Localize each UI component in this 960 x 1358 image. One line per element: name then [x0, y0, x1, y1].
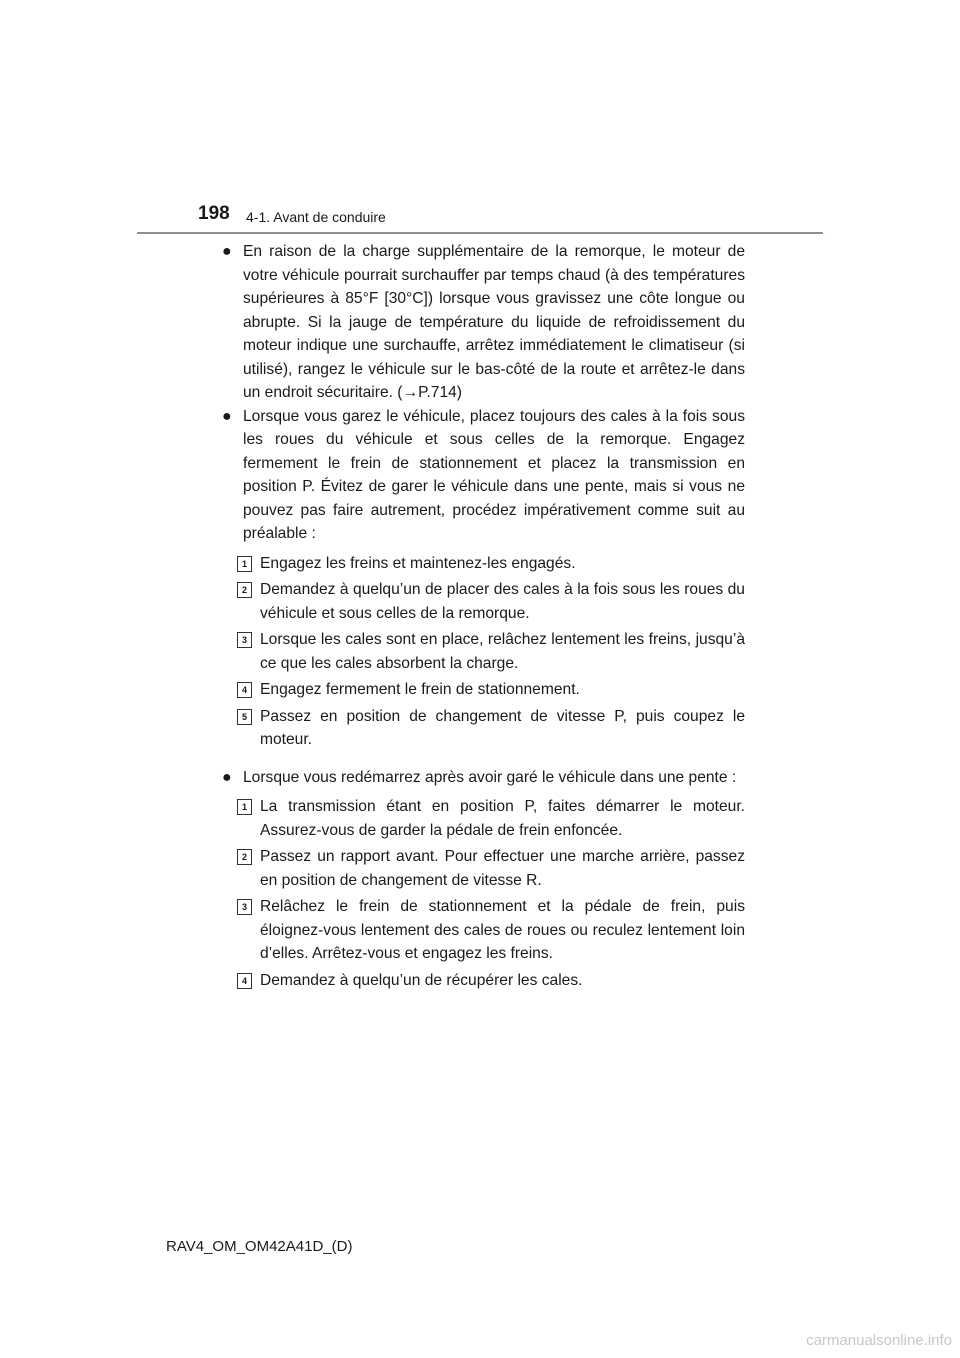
- document-code: RAV4_OM_OM42A41D_(D): [166, 1238, 353, 1255]
- step-item: [222, 895, 745, 966]
- step-item: [222, 552, 745, 576]
- bullet-text: Lorsque vous garez le véhicule, placez toujours des cales à la fois sous les roues du véhicule et sous celles de la remorque. Engagez fermement le frein de stationnement et placez la transmission en position P. Évitez de garer le véhicule dans une pente, mais si vous ne pouvez pas faire autrement, procédez impérativement comme suit au préalable :: [243, 407, 745, 542]
- bullet-icon: ●: [222, 768, 232, 786]
- step-text: Demandez à quelqu’un de placer des cales à la fois sous les roues du véhicule et sous celles de la remorque.: [260, 581, 745, 622]
- step-number: 5: [237, 709, 252, 725]
- step-number: 1: [237, 556, 252, 572]
- step-number: 2: [237, 582, 252, 598]
- watermark: carmanualsonline.info: [806, 1332, 952, 1349]
- bullet-text: Lorsque vous redémarrez après avoir garé le véhicule dans une pente :: [243, 768, 737, 786]
- step-text: Passez un rapport avant. Pour effectuer une marche arrière, passez en position de changement de vitesse R.: [260, 848, 745, 889]
- step-text: La transmission étant en position P, faites démarrer le moteur. Assurez-vous de garder la pédale de frein enfoncée.: [260, 798, 745, 839]
- step-text: Passez en position de changement de vitesse P, puis coupez le moteur.: [260, 707, 745, 748]
- page-number: 198: [198, 203, 230, 224]
- bullet-parking: [222, 405, 745, 546]
- step-item: [222, 628, 745, 675]
- step-text: Demandez à quelqu’un de récupérer les cales.: [260, 971, 583, 989]
- bullet-icon: ●: [222, 407, 232, 425]
- bullet-text: En raison de la charge supplémentaire de la remorque, le moteur de votre véhicule pourrait surchauffer par temps chaud (à des températures supérieures à 85°F [30°C]) lorsque vous gravissez une côte longue ou abrupte. Si la jauge de température du liquide de refroidissement du moteur indique une surchauffe, arrêtez immédiatement le climatiseur (si utilisé), rangez le véhicule sur le bas-côté de la route et arrêtez-le dans un endroit sécuritaire. (→P.714): [243, 243, 745, 401]
- step-number: 3: [237, 899, 252, 915]
- step-item: [222, 705, 745, 752]
- bullet-restart: [222, 766, 745, 790]
- page-header: [198, 203, 838, 229]
- step-text: Relâchez le frein de stationnement et la pédale de frein, puis éloignez-vous lentement des cales de roues ou reculez lentement loin d’elles. Arrêtez-vous et engagez les freins.: [260, 898, 745, 962]
- steps-parking: [222, 552, 745, 752]
- step-text: Lorsque les cales sont en place, relâchez lentement les freins, jusqu’à ce que les cales absorbent la charge.: [260, 631, 745, 672]
- bullet-icon: ●: [222, 243, 232, 260]
- page-content: [222, 240, 745, 1000]
- step-number: 1: [237, 799, 252, 815]
- step-text: Engagez fermement le frein de stationnement.: [260, 681, 580, 698]
- step-text: Engagez les freins et maintenez-les engagés.: [260, 554, 576, 572]
- bullet-overheat: [222, 240, 745, 405]
- step-item: [222, 678, 745, 702]
- section-title: 4-1. Avant de conduire: [246, 209, 386, 225]
- step-number: 4: [237, 682, 252, 698]
- header-rule: [137, 232, 823, 234]
- steps-restart: [222, 795, 745, 992]
- step-number: 2: [237, 849, 252, 865]
- step-item: [222, 578, 745, 625]
- step-number: 4: [237, 973, 252, 989]
- step-number: 3: [237, 632, 252, 648]
- step-item: [222, 845, 745, 892]
- step-item: [222, 795, 745, 842]
- step-item: [222, 969, 745, 993]
